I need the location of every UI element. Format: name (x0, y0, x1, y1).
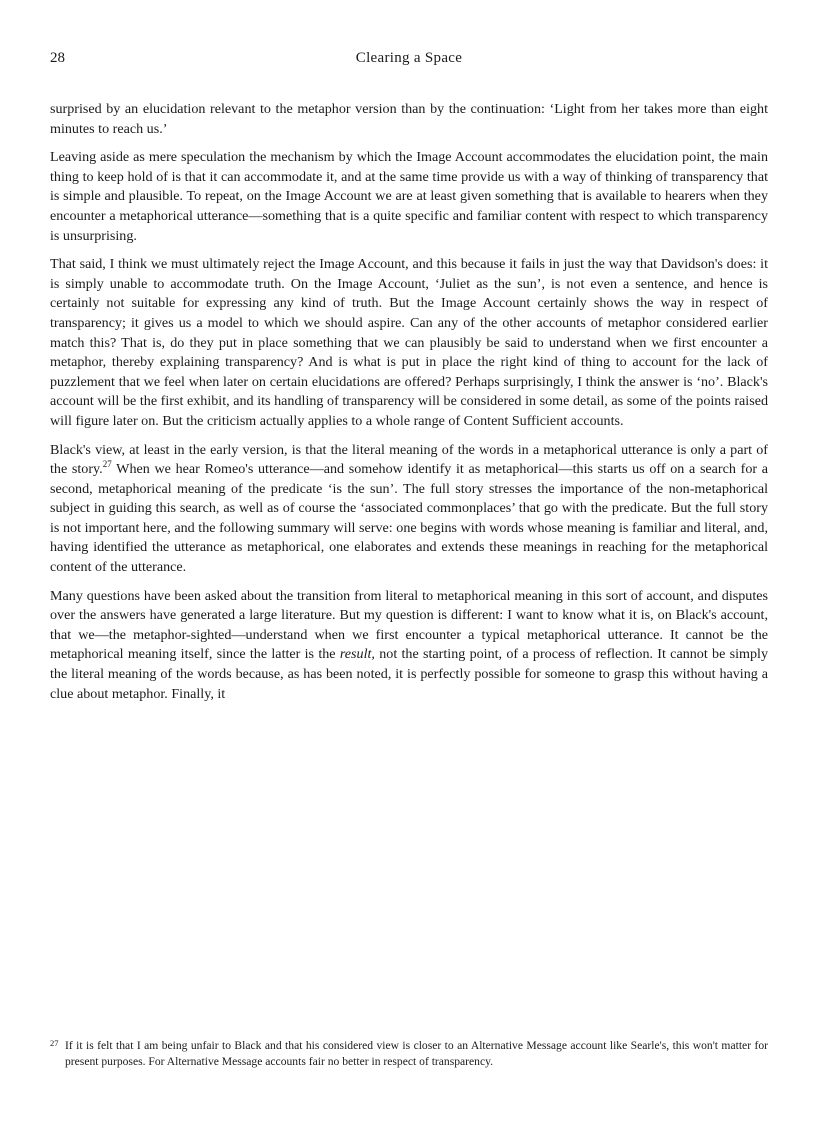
footnote (50, 1038, 768, 1070)
paragraph-text: Many questions have been asked about the transition from literal to metaphorical meaning in this sort of account, and disputes over the answers have generated a large literature. But my question is different: I want to know what it is, on Black's account, that we—the metaphor-sighted—understand when we first encounter a typical metaphorical utterance. It cannot be the metaphorical meaning itself, since the latter is the (50, 587, 768, 663)
paragraph (50, 441, 768, 578)
body-text (50, 100, 768, 713)
running-title: Clearing a Space (355, 50, 463, 66)
paragraph (50, 587, 768, 705)
paragraph: Leaving aside as mere speculation the mechanism by which the Image Account accommodates the elucidation point, the main thing to keep hold of is that it can accommodate it, and at the same time provide us with a way of thinking of transparency that is simple and plausible. To repeat, on the Image Account we are at least given something that is available to hearers when they encounter a metaphorical utterance—something that is a quite specific and familiar content with respect to which transparency is unsurprising. (50, 149, 768, 244)
paragraph-text: not the starting point, of a process of reflection. It cannot be simply the literal meaning of the words because, as has been noted, it is perfectly possible for someone to grasp this without having a clue about metaphor. Finally, it (50, 646, 768, 702)
footnote-text: If it is felt that I am being unfair to Black and that his considered view is closer to an Alternative Message account like Searle's, this won't matter for present purposes. For Alternative Message accounts fair no better in respect of transparency. (65, 1039, 768, 1068)
paragraph-text: Black's view, at least in the early version, is that the literal meaning of the words in a metaphorical utterance is only a part of the story. (50, 441, 768, 478)
footnote-number: 27 (50, 1038, 59, 1048)
page-number: 28 (50, 50, 65, 66)
paragraph: surprised by an elucidation relevant to the metaphor version than by the continuation: ‘Light from her takes more than eight minutes to reach us.’ (50, 101, 768, 137)
running-header (50, 50, 768, 72)
paragraph: That said, I think we must ultimately reject the Image Account, and this because it fails in just the way that Davidson's does: it is simply unable to accommodate truth. On the Image Account, ‘Juliet as the sun’, is not even a sentence, and hence is certainly not suitable for expressing any kind of truth. But the Image Account certainly shows the way in respect of transparency; it gives us a model to which we should aspire. Can any of the other accounts of metaphor considered earlier match this? That is, do they put in place something that we can plausibly be said to understand when we first encounter a metaphor, thereby explaining transparency? And is what is put in place the right kind of thing to account for the lack of puzzlement that we feel when later on certain elucidations are offered? Perhaps surprisingly, I think the answer is ‘no’. Black's account will be the first exhibit, and its handling of transparency will be considered in some detail, as some of the points raised will figure later on. But the criticism actually applies to a whole range of Content Sufficient accounts. (50, 256, 768, 429)
paragraph-text: When we hear Romeo's utterance—and somehow identify it as metaphorical—this starts us off on a search for a second, metaphorical meaning of the predicate ‘is the sun’. The full story stresses the importance of the non-metaphorical subject in guiding this search, as well as of course the ‘associated commonplaces’ that go with the predicate. But the full story is not important here, and the following summary will serve: one begins with words whose meaning is familiar and literal, and, having identified the utterance as metaphorical, one elaborates and extends these meanings in reaching for the metaphorical content of the utterance. (50, 461, 769, 576)
footnote-reference[interactable]: 27 (102, 459, 112, 470)
emphasis: result, (339, 646, 375, 663)
